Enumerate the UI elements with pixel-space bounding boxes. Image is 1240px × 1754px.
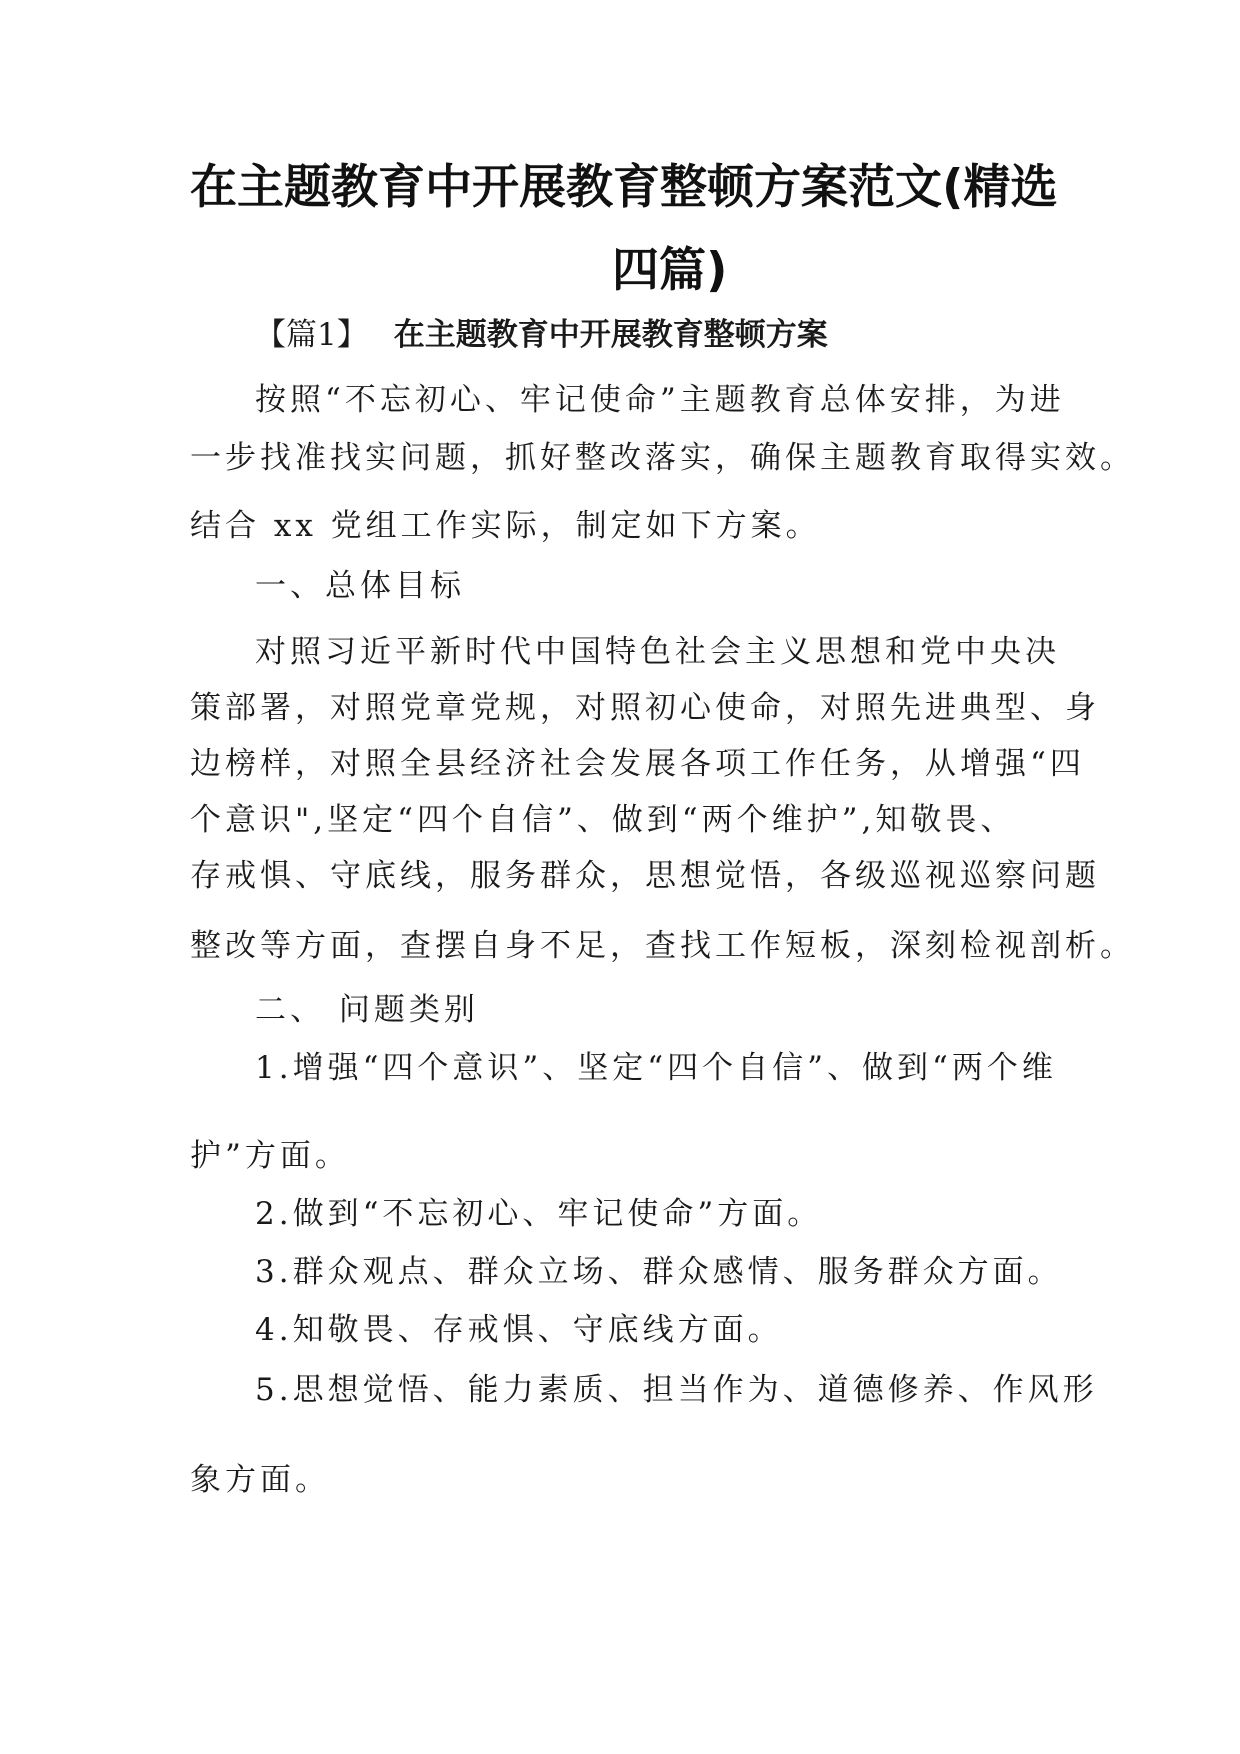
paragraph-line: 按照“不忘初心、牢记使命”主题教育总体安排，为进 [255,382,1065,418]
heading-problem-categories: 二、 问题类别 [255,992,479,1028]
list-item: 1.增强“四个意识”、坚定“四个自信”、做到“两个维 [255,1050,1057,1086]
list-item: 3.群众观点、群众立场、群众感情、服务群众方面。 [255,1254,1063,1290]
section-tag: 【篇1】 [255,317,368,353]
list-item: 2.做到“不忘初心、牢记使命”方面。 [255,1196,823,1232]
heading-overall-goal: 一、总体目标 [255,568,465,604]
list-item-continuation: 象方面。 [190,1462,330,1498]
paragraph-line: 一步找准找实问题，抓好整改落实，确保主题教育取得实效。 [190,440,1135,476]
list-item: 5.思想觉悟、能力素质、担当作为、道德修养、作风形 [255,1372,1098,1408]
paragraph-line: 整改等方面，查摆自身不足，查找工作短板，深刻检视剖析。 [190,928,1135,964]
section-heading-text: 在主题教育中开展教育整顿方案 [393,317,828,353]
paragraph-line: 个意识",坚定“四个自信”、做到“两个维护”,知敬畏、 [190,802,1016,838]
list-item-continuation: 护”方面。 [190,1138,350,1174]
paragraph-line: 结合 xx 党组工作实际，制定如下方案。 [190,508,821,544]
section-heading [255,315,828,355]
document-title-line-2: 四篇) [612,243,728,298]
paragraph-line: 存戒惧、守底线，服务群众，思想觉悟，各级巡视巡察问题 [190,858,1100,894]
paragraph-line: 策部署，对照党章党规，对照初心使命，对照先进典型、身 [190,690,1100,726]
list-item: 4.知敬畏、存戒惧、守底线方面。 [255,1312,783,1348]
paragraph-line: 边榜样，对照全县经济社会发展各项工作任务，从增强“四 [190,746,1085,782]
paragraph-line: 对照习近平新时代中国特色社会主义思想和党中央决 [255,634,1060,670]
document-title-line-1: 在主题教育中开展教育整顿方案范文(精选 [190,160,1058,215]
